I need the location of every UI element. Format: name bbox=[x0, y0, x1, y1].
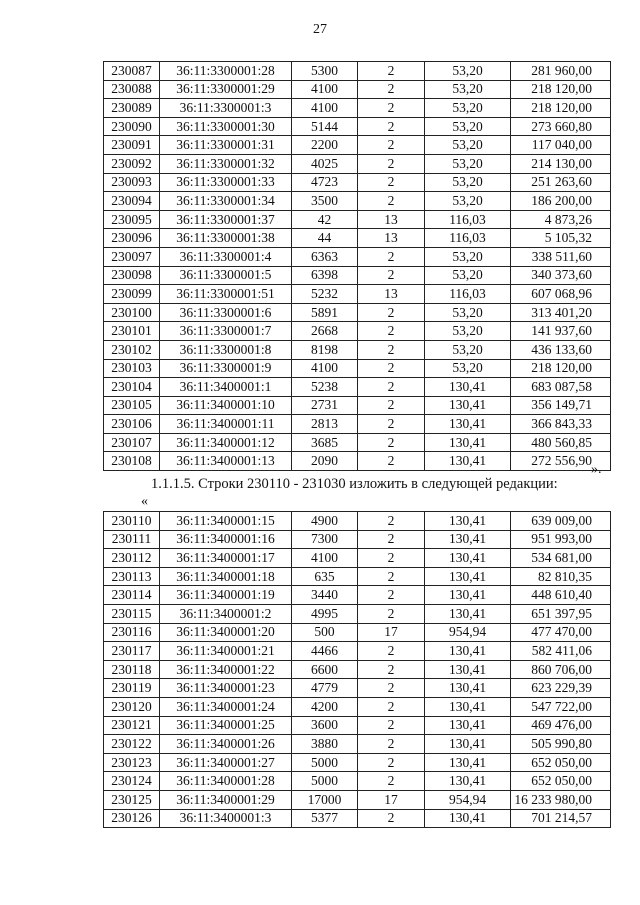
cell-row-code: 230102 bbox=[104, 340, 160, 359]
cell-group: 2 bbox=[358, 154, 425, 173]
cell-cadastral-number: 36:11:3300001:29 bbox=[160, 80, 292, 99]
cell-area: 2813 bbox=[292, 415, 358, 434]
table-row bbox=[104, 567, 611, 586]
cell-cadastral-number: 36:11:3300001:4 bbox=[160, 247, 292, 266]
cell-area: 5232 bbox=[292, 285, 358, 304]
cell-group: 2 bbox=[358, 567, 425, 586]
table-row bbox=[104, 549, 611, 568]
cell-rate: 130,41 bbox=[425, 660, 511, 679]
cell-area: 4100 bbox=[292, 359, 358, 378]
cell-rate: 130,41 bbox=[425, 697, 511, 716]
cell-cadastral-number: 36:11:3300001:32 bbox=[160, 154, 292, 173]
cell-sum: 701 214,57 bbox=[511, 809, 611, 828]
cell-group: 2 bbox=[358, 452, 425, 471]
cell-cadastral-number: 36:11:3400001:15 bbox=[160, 512, 292, 531]
cell-group: 2 bbox=[358, 679, 425, 698]
cadastral-table-2 bbox=[103, 511, 611, 828]
table-row bbox=[104, 586, 611, 605]
cell-sum: 639 009,00 bbox=[511, 512, 611, 531]
cell-row-code: 230087 bbox=[104, 62, 160, 81]
section-instruction: 1.1.1.5. Строки 230110 - 231030 изложить в следующей редакции: bbox=[151, 476, 558, 492]
cell-row-code: 230105 bbox=[104, 396, 160, 415]
cell-cadastral-number: 36:11:3300001:28 bbox=[160, 62, 292, 81]
cadastral-table-1 bbox=[103, 61, 611, 471]
cell-rate: 130,41 bbox=[425, 642, 511, 661]
cell-area: 4900 bbox=[292, 512, 358, 531]
cell-cadastral-number: 36:11:3400001:10 bbox=[160, 396, 292, 415]
cell-group: 2 bbox=[358, 378, 425, 397]
cell-row-code: 230118 bbox=[104, 660, 160, 679]
cell-cadastral-number: 36:11:3400001:17 bbox=[160, 549, 292, 568]
cell-group: 2 bbox=[358, 735, 425, 754]
cell-cadastral-number: 36:11:3400001:27 bbox=[160, 753, 292, 772]
cell-rate: 954,94 bbox=[425, 623, 511, 642]
cell-area: 3685 bbox=[292, 433, 358, 452]
table-row bbox=[104, 359, 611, 378]
table-row bbox=[104, 772, 611, 791]
cell-group: 2 bbox=[358, 136, 425, 155]
cell-sum: 356 149,71 bbox=[511, 396, 611, 415]
cell-cadastral-number: 36:11:3400001:23 bbox=[160, 679, 292, 698]
cell-sum: 652 050,00 bbox=[511, 753, 611, 772]
cell-cadastral-number: 36:11:3400001:21 bbox=[160, 642, 292, 661]
cell-row-code: 230100 bbox=[104, 303, 160, 322]
table-row bbox=[104, 716, 611, 735]
cell-cadastral-number: 36:11:3300001:3 bbox=[160, 99, 292, 118]
cell-area: 4995 bbox=[292, 604, 358, 623]
table-row bbox=[104, 285, 611, 304]
table-row bbox=[104, 790, 611, 809]
cell-area: 5144 bbox=[292, 117, 358, 136]
table-row bbox=[104, 642, 611, 661]
cell-row-code: 230098 bbox=[104, 266, 160, 285]
cell-rate: 130,41 bbox=[425, 716, 511, 735]
cell-cadastral-number: 36:11:3300001:31 bbox=[160, 136, 292, 155]
cell-area: 6398 bbox=[292, 266, 358, 285]
cell-rate: 130,41 bbox=[425, 809, 511, 828]
cell-rate: 53,20 bbox=[425, 192, 511, 211]
cell-cadastral-number: 36:11:3300001:37 bbox=[160, 210, 292, 229]
cell-rate: 53,20 bbox=[425, 99, 511, 118]
table-row bbox=[104, 433, 611, 452]
cell-cadastral-number: 36:11:3400001:12 bbox=[160, 433, 292, 452]
cell-group: 2 bbox=[358, 80, 425, 99]
cell-sum: 214 130,00 bbox=[511, 154, 611, 173]
cell-rate: 130,41 bbox=[425, 735, 511, 754]
table-row bbox=[104, 415, 611, 434]
table-row bbox=[104, 192, 611, 211]
cell-cadastral-number: 36:11:3300001:7 bbox=[160, 322, 292, 341]
cell-group: 2 bbox=[358, 604, 425, 623]
cell-group: 2 bbox=[358, 117, 425, 136]
cell-area: 2200 bbox=[292, 136, 358, 155]
table-row bbox=[104, 809, 611, 828]
cell-sum: 272 556,90 bbox=[511, 452, 611, 471]
cell-sum: 186 200,00 bbox=[511, 192, 611, 211]
cell-sum: 652 050,00 bbox=[511, 772, 611, 791]
cell-area: 4779 bbox=[292, 679, 358, 698]
cell-rate: 53,20 bbox=[425, 247, 511, 266]
cell-area: 6600 bbox=[292, 660, 358, 679]
cell-area: 4100 bbox=[292, 99, 358, 118]
table-row bbox=[104, 154, 611, 173]
cell-sum: 5 105,32 bbox=[511, 229, 611, 248]
table-row bbox=[104, 623, 611, 642]
cell-sum: 480 560,85 bbox=[511, 433, 611, 452]
cell-rate: 130,41 bbox=[425, 604, 511, 623]
cell-sum: 218 120,00 bbox=[511, 99, 611, 118]
cell-row-code: 230110 bbox=[104, 512, 160, 531]
table-row bbox=[104, 735, 611, 754]
cell-cadastral-number: 36:11:3400001:13 bbox=[160, 452, 292, 471]
cadastral-table-1-body bbox=[104, 62, 611, 471]
cell-area: 8198 bbox=[292, 340, 358, 359]
table-row bbox=[104, 99, 611, 118]
cell-group: 2 bbox=[358, 340, 425, 359]
cell-row-code: 230123 bbox=[104, 753, 160, 772]
cell-area: 4466 bbox=[292, 642, 358, 661]
cell-row-code: 230088 bbox=[104, 80, 160, 99]
cell-cadastral-number: 36:11:3300001:6 bbox=[160, 303, 292, 322]
table-row bbox=[104, 530, 611, 549]
cell-group: 2 bbox=[358, 753, 425, 772]
cell-cadastral-number: 36:11:3300001:5 bbox=[160, 266, 292, 285]
cell-sum: 607 068,96 bbox=[511, 285, 611, 304]
cell-cadastral-number: 36:11:3400001:3 bbox=[160, 809, 292, 828]
cell-row-code: 230112 bbox=[104, 549, 160, 568]
cell-row-code: 230117 bbox=[104, 642, 160, 661]
table-row bbox=[104, 512, 611, 531]
cell-rate: 53,20 bbox=[425, 340, 511, 359]
cell-sum: 141 937,60 bbox=[511, 322, 611, 341]
cell-group: 2 bbox=[358, 512, 425, 531]
cell-row-code: 230122 bbox=[104, 735, 160, 754]
cell-row-code: 230094 bbox=[104, 192, 160, 211]
table-row bbox=[104, 660, 611, 679]
cell-group: 2 bbox=[358, 772, 425, 791]
cell-sum: 4 873,26 bbox=[511, 210, 611, 229]
cell-group: 2 bbox=[358, 433, 425, 452]
cell-sum: 860 706,00 bbox=[511, 660, 611, 679]
cell-group: 2 bbox=[358, 322, 425, 341]
cell-area: 2731 bbox=[292, 396, 358, 415]
cell-row-code: 230111 bbox=[104, 530, 160, 549]
cell-row-code: 230113 bbox=[104, 567, 160, 586]
cell-row-code: 230095 bbox=[104, 210, 160, 229]
cell-area: 2668 bbox=[292, 322, 358, 341]
cell-sum: 273 660,80 bbox=[511, 117, 611, 136]
cell-rate: 130,41 bbox=[425, 567, 511, 586]
cell-rate: 130,41 bbox=[425, 679, 511, 698]
cell-cadastral-number: 36:11:3300001:33 bbox=[160, 173, 292, 192]
table-row bbox=[104, 173, 611, 192]
cell-rate: 53,20 bbox=[425, 173, 511, 192]
cell-area: 5000 bbox=[292, 772, 358, 791]
cell-rate: 116,03 bbox=[425, 285, 511, 304]
cell-area: 44 bbox=[292, 229, 358, 248]
cell-area: 4200 bbox=[292, 697, 358, 716]
cell-row-code: 230126 bbox=[104, 809, 160, 828]
cell-sum: 547 722,00 bbox=[511, 697, 611, 716]
cell-sum: 117 040,00 bbox=[511, 136, 611, 155]
cell-rate: 130,41 bbox=[425, 415, 511, 434]
cell-sum: 623 229,39 bbox=[511, 679, 611, 698]
cell-cadastral-number: 36:11:3300001:9 bbox=[160, 359, 292, 378]
table-row bbox=[104, 303, 611, 322]
cell-row-code: 230091 bbox=[104, 136, 160, 155]
cell-cadastral-number: 36:11:3300001:30 bbox=[160, 117, 292, 136]
table-row bbox=[104, 452, 611, 471]
cell-sum: 218 120,00 bbox=[511, 80, 611, 99]
cell-area: 4723 bbox=[292, 173, 358, 192]
cell-cadastral-number: 36:11:3400001:29 bbox=[160, 790, 292, 809]
cell-sum: 313 401,20 bbox=[511, 303, 611, 322]
cell-row-code: 230108 bbox=[104, 452, 160, 471]
cell-rate: 130,41 bbox=[425, 452, 511, 471]
cell-group: 13 bbox=[358, 229, 425, 248]
cell-row-code: 230106 bbox=[104, 415, 160, 434]
cell-area: 5300 bbox=[292, 62, 358, 81]
cell-sum: 281 960,00 bbox=[511, 62, 611, 81]
cell-group: 2 bbox=[358, 62, 425, 81]
cell-rate: 53,20 bbox=[425, 359, 511, 378]
cell-group: 2 bbox=[358, 642, 425, 661]
cell-sum: 218 120,00 bbox=[511, 359, 611, 378]
cell-rate: 53,20 bbox=[425, 136, 511, 155]
table-row bbox=[104, 247, 611, 266]
cell-row-code: 230103 bbox=[104, 359, 160, 378]
closing-quote: ». bbox=[591, 462, 602, 477]
cell-row-code: 230104 bbox=[104, 378, 160, 397]
cell-rate: 130,41 bbox=[425, 549, 511, 568]
cell-group: 2 bbox=[358, 266, 425, 285]
table-row bbox=[104, 136, 611, 155]
cell-row-code: 230116 bbox=[104, 623, 160, 642]
cell-group: 2 bbox=[358, 303, 425, 322]
cell-sum: 338 511,60 bbox=[511, 247, 611, 266]
cell-group: 13 bbox=[358, 285, 425, 304]
cell-row-code: 230114 bbox=[104, 586, 160, 605]
cell-sum: 366 843,33 bbox=[511, 415, 611, 434]
cell-sum: 469 476,00 bbox=[511, 716, 611, 735]
table-row bbox=[104, 396, 611, 415]
cell-group: 2 bbox=[358, 192, 425, 211]
cell-cadastral-number: 36:11:3400001:1 bbox=[160, 378, 292, 397]
table-row bbox=[104, 697, 611, 716]
table-row bbox=[104, 679, 611, 698]
table-row bbox=[104, 753, 611, 772]
cell-rate: 53,20 bbox=[425, 154, 511, 173]
cell-sum: 582 411,06 bbox=[511, 642, 611, 661]
cell-row-code: 230099 bbox=[104, 285, 160, 304]
cell-group: 17 bbox=[358, 790, 425, 809]
cell-area: 3500 bbox=[292, 192, 358, 211]
cell-sum: 477 470,00 bbox=[511, 623, 611, 642]
cell-area: 42 bbox=[292, 210, 358, 229]
cell-sum: 340 373,60 bbox=[511, 266, 611, 285]
cell-group: 2 bbox=[358, 716, 425, 735]
cell-row-code: 230089 bbox=[104, 99, 160, 118]
cell-group: 2 bbox=[358, 697, 425, 716]
cell-sum: 82 810,35 bbox=[511, 567, 611, 586]
cell-rate: 116,03 bbox=[425, 210, 511, 229]
cell-group: 2 bbox=[358, 99, 425, 118]
cell-rate: 130,41 bbox=[425, 772, 511, 791]
cell-area: 6363 bbox=[292, 247, 358, 266]
cell-rate: 53,20 bbox=[425, 303, 511, 322]
cell-group: 2 bbox=[358, 660, 425, 679]
table-row bbox=[104, 340, 611, 359]
cell-row-code: 230096 bbox=[104, 229, 160, 248]
cell-area: 4100 bbox=[292, 549, 358, 568]
cell-group: 2 bbox=[358, 359, 425, 378]
cell-group: 2 bbox=[358, 530, 425, 549]
cell-row-code: 230120 bbox=[104, 697, 160, 716]
cell-area: 5000 bbox=[292, 753, 358, 772]
cell-area: 2090 bbox=[292, 452, 358, 471]
cell-sum: 448 610,40 bbox=[511, 586, 611, 605]
cell-row-code: 230121 bbox=[104, 716, 160, 735]
table-row bbox=[104, 117, 611, 136]
cell-row-code: 230093 bbox=[104, 173, 160, 192]
cell-group: 2 bbox=[358, 549, 425, 568]
page-number: 27 bbox=[313, 22, 327, 37]
cell-cadastral-number: 36:11:3400001:22 bbox=[160, 660, 292, 679]
cell-group: 2 bbox=[358, 173, 425, 192]
cell-cadastral-number: 36:11:3400001:24 bbox=[160, 697, 292, 716]
cell-sum: 436 133,60 bbox=[511, 340, 611, 359]
cell-rate: 130,41 bbox=[425, 530, 511, 549]
cell-cadastral-number: 36:11:3300001:51 bbox=[160, 285, 292, 304]
cell-area: 3440 bbox=[292, 586, 358, 605]
cell-sum: 251 263,60 bbox=[511, 173, 611, 192]
cell-cadastral-number: 36:11:3400001:19 bbox=[160, 586, 292, 605]
cell-cadastral-number: 36:11:3400001:16 bbox=[160, 530, 292, 549]
cell-group: 2 bbox=[358, 396, 425, 415]
cell-rate: 116,03 bbox=[425, 229, 511, 248]
cell-row-code: 230115 bbox=[104, 604, 160, 623]
cell-row-code: 230090 bbox=[104, 117, 160, 136]
cell-area: 5891 bbox=[292, 303, 358, 322]
cell-rate: 130,41 bbox=[425, 378, 511, 397]
cadastral-table-2-body bbox=[104, 512, 611, 828]
cell-cadastral-number: 36:11:3400001:25 bbox=[160, 716, 292, 735]
cell-rate: 130,41 bbox=[425, 512, 511, 531]
table-row bbox=[104, 604, 611, 623]
cell-group: 2 bbox=[358, 415, 425, 434]
cell-cadastral-number: 36:11:3300001:34 bbox=[160, 192, 292, 211]
cell-area: 3880 bbox=[292, 735, 358, 754]
cell-sum: 651 397,95 bbox=[511, 604, 611, 623]
cell-row-code: 230119 bbox=[104, 679, 160, 698]
table-row bbox=[104, 62, 611, 81]
cell-area: 5238 bbox=[292, 378, 358, 397]
cell-sum: 16 233 980,00 bbox=[511, 790, 611, 809]
cell-area: 635 bbox=[292, 567, 358, 586]
cell-cadastral-number: 36:11:3300001:8 bbox=[160, 340, 292, 359]
cell-cadastral-number: 36:11:3400001:18 bbox=[160, 567, 292, 586]
cell-row-code: 230092 bbox=[104, 154, 160, 173]
cell-rate: 53,20 bbox=[425, 62, 511, 81]
table-row bbox=[104, 229, 611, 248]
cell-group: 17 bbox=[358, 623, 425, 642]
table-row bbox=[104, 322, 611, 341]
cell-area: 3600 bbox=[292, 716, 358, 735]
cell-row-code: 230097 bbox=[104, 247, 160, 266]
cell-cadastral-number: 36:11:3400001:20 bbox=[160, 623, 292, 642]
cell-sum: 951 993,00 bbox=[511, 530, 611, 549]
cell-cadastral-number: 36:11:3400001:28 bbox=[160, 772, 292, 791]
cell-group: 13 bbox=[358, 210, 425, 229]
cell-rate: 130,41 bbox=[425, 396, 511, 415]
cell-rate: 53,20 bbox=[425, 80, 511, 99]
cell-rate: 53,20 bbox=[425, 322, 511, 341]
cell-rate: 130,41 bbox=[425, 433, 511, 452]
cell-row-code: 230124 bbox=[104, 772, 160, 791]
cell-area: 7300 bbox=[292, 530, 358, 549]
cell-area: 17000 bbox=[292, 790, 358, 809]
cell-group: 2 bbox=[358, 586, 425, 605]
cell-cadastral-number: 36:11:3400001:11 bbox=[160, 415, 292, 434]
opening-quote: « bbox=[141, 494, 148, 509]
cell-area: 4025 bbox=[292, 154, 358, 173]
cell-rate: 130,41 bbox=[425, 586, 511, 605]
cell-area: 500 bbox=[292, 623, 358, 642]
cell-group: 2 bbox=[358, 247, 425, 266]
cell-row-code: 230101 bbox=[104, 322, 160, 341]
cell-group: 2 bbox=[358, 809, 425, 828]
cell-sum: 505 990,80 bbox=[511, 735, 611, 754]
cell-sum: 683 087,58 bbox=[511, 378, 611, 397]
table-row bbox=[104, 378, 611, 397]
cell-cadastral-number: 36:11:3400001:2 bbox=[160, 604, 292, 623]
cell-area: 5377 bbox=[292, 809, 358, 828]
cell-area: 4100 bbox=[292, 80, 358, 99]
cell-cadastral-number: 36:11:3300001:38 bbox=[160, 229, 292, 248]
table-row bbox=[104, 266, 611, 285]
cell-row-code: 230107 bbox=[104, 433, 160, 452]
cell-rate: 954,94 bbox=[425, 790, 511, 809]
cell-sum: 534 681,00 bbox=[511, 549, 611, 568]
cell-rate: 53,20 bbox=[425, 266, 511, 285]
cell-rate: 130,41 bbox=[425, 753, 511, 772]
cell-cadastral-number: 36:11:3400001:26 bbox=[160, 735, 292, 754]
table-row bbox=[104, 80, 611, 99]
cell-row-code: 230125 bbox=[104, 790, 160, 809]
cell-rate: 53,20 bbox=[425, 117, 511, 136]
table-row bbox=[104, 210, 611, 229]
